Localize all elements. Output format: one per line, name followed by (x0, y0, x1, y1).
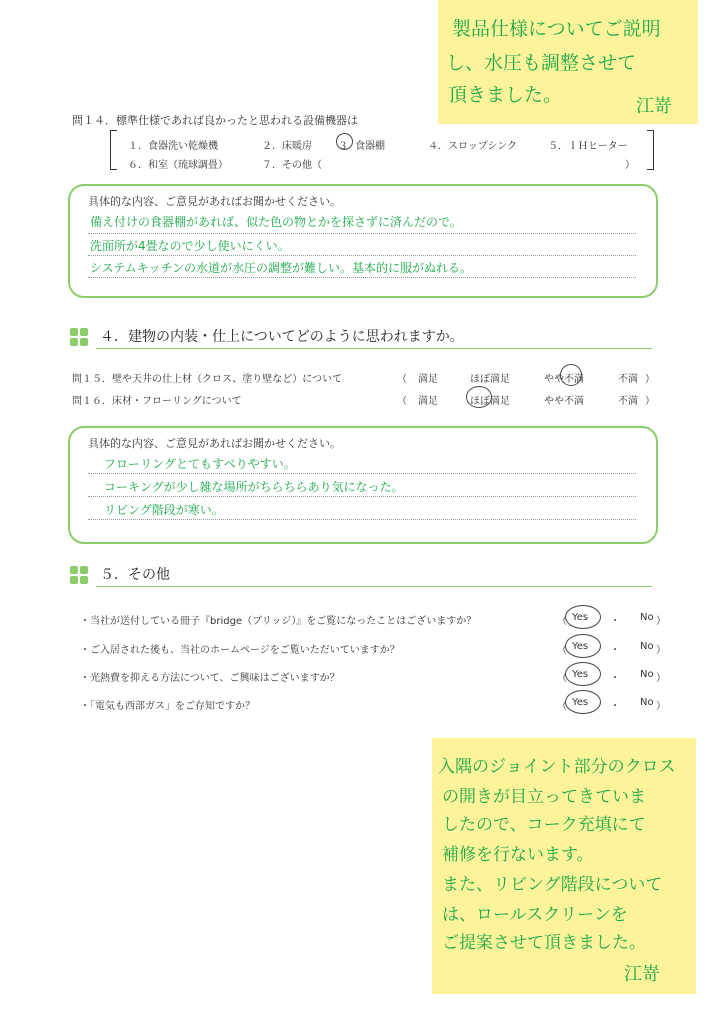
q14-option-4: ４．スロップシンク (428, 141, 517, 152)
q16-choice-3: やや不満 (544, 396, 584, 407)
yesno-open-1: （ (557, 616, 567, 627)
box2-answer-1: フローリングとてもすべりやすい。 (104, 457, 296, 471)
yesno-dot-2: ・ (610, 645, 620, 656)
sticky-note-bottom (432, 738, 696, 994)
q14-option-7-close: ） (625, 160, 635, 171)
yesno-question-1: ・当社が送付している冊子『bridge（ブリッジ）』をご覧になったことはございますか？ (80, 616, 477, 627)
note-bottom-line-6: は、ロールスクリーンを (442, 905, 628, 925)
yesno-open-3: （ (557, 673, 567, 684)
section4-divider (96, 348, 652, 349)
q15-choice-2: ほぼ満足 (470, 374, 510, 385)
sticky-note-top (438, 0, 698, 124)
no-option-4: No (640, 697, 654, 708)
q15-choice-1: 満足 (418, 374, 438, 385)
q14-option-7: ７．その他（ (262, 160, 322, 171)
no-option-1: No (640, 612, 654, 623)
q16-open: （ (397, 396, 407, 407)
q14-option-1: １．食器洗い乾燥機 (128, 141, 218, 152)
q14-bracket-right (647, 130, 654, 170)
yesno-dot-1: ・ (610, 616, 620, 627)
note-bottom-line-7: ご提案させて頂きました。 (442, 933, 646, 953)
no-option-2: No (640, 641, 654, 652)
q16-choice-1: 満足 (418, 396, 438, 407)
box1-answer-3: システムキッチンの水道が水圧の調整が難しい。基本的に服がぬれる。 (90, 261, 472, 275)
yesno-question-2: ・ご入居された後も、当社のホームページをご覧いただいていますか？ (80, 645, 400, 656)
q14-option-5: ５．ＩＨヒーター (548, 141, 628, 152)
note-top-line-2: し、水圧も調整させて (446, 52, 637, 74)
yes-option-1: Yes (572, 612, 589, 623)
yes-option-4: Yes (572, 697, 589, 708)
q16-choice-4: 不満 (618, 396, 638, 407)
box1-answer-1: 備え付けの食器棚があれば、似た色の物とかを探さずに済んだので。 (90, 215, 462, 229)
yes-option-2: Yes (572, 641, 589, 652)
section5-title: ５．その他 (100, 567, 170, 583)
note-bottom-line-1: 入隅のジョイント部分のクロス (438, 757, 676, 777)
clover-icon (70, 566, 88, 584)
clover-icon (70, 328, 88, 346)
q16-choice-2: ほぼ満足 (470, 396, 510, 407)
q14-option-6: ６．和室（琉球調畳） (128, 160, 228, 171)
section5-divider (96, 586, 652, 587)
box1-rule-2 (88, 255, 636, 256)
no-option-3: No (640, 669, 654, 680)
comment-box-1 (68, 184, 658, 298)
note-top-line-3: 頂きました。 (448, 84, 563, 106)
box2-answer-3: リビング階段が寒い。 (104, 503, 224, 517)
q16-close: ） (645, 396, 655, 407)
q14-bracket-left (110, 130, 117, 170)
box1-label: 具体的な内容、ご意見があればお聞かせください。 (88, 195, 341, 208)
yesno-close-4: ） (656, 701, 666, 712)
q15-choice-3: やや不満 (544, 374, 584, 385)
box2-rule-1 (88, 473, 636, 474)
box2-label: 具体的な内容、ご意見があればお聞かせください。 (88, 437, 341, 450)
note-bottom-line-3: したので、コーク充填にて (442, 815, 646, 835)
q15-choice-4: 不満 (618, 374, 638, 385)
comment-box-2 (68, 426, 658, 544)
box1-rule-3 (88, 277, 636, 278)
box1-answer-2: 洗面所が4畳なので少し使いにくい。 (90, 239, 290, 253)
box1-rule-1 (88, 233, 636, 234)
q15-label: 問１５．壁や天井の仕上材（クロス、塗り壁など）について (72, 374, 343, 385)
yesno-close-3: ） (656, 673, 666, 684)
q14-title: 問１４．標準仕様であれば良かったと思われる設備機器は (72, 114, 358, 127)
yesno-open-4: （ (557, 701, 567, 712)
yesno-question-4: ・「電気も西部ガス」をご存知ですか？ (80, 701, 255, 712)
q15-open: （ (397, 374, 407, 385)
section4-title: ４．建物の内装・仕上についてどのように思われますか。 (100, 329, 464, 345)
q14-option-3-number: ３ (338, 141, 348, 152)
note-bottom-signature: 江嵜 (624, 964, 660, 985)
yesno-open-2: （ (557, 645, 567, 656)
q16-label: 問１６．床材・フローリングについて (72, 396, 242, 407)
yesno-dot-4: ・ (610, 701, 620, 712)
note-bottom-line-2: の開きが目立ってきていま (442, 787, 646, 807)
box2-rule-2 (88, 496, 636, 497)
note-bottom-line-4: 補修を行ないます。 (442, 845, 594, 865)
yesno-dot-3: ・ (610, 673, 620, 684)
box2-answer-2: コーキングが少し雑な場所がちらちらあり気になった。 (104, 480, 404, 494)
yesno-close-1: ） (656, 616, 666, 627)
note-bottom-line-5: また、リビング階段について (442, 875, 663, 895)
yesno-close-2: ） (656, 645, 666, 656)
q14-option-3-label: 食器棚 (355, 141, 385, 152)
q14-option-2: ２．床暖房 (262, 141, 312, 152)
box2-rule-3 (88, 519, 636, 520)
q15-close: ） (645, 374, 655, 385)
note-top-signature: 江嵜 (636, 96, 672, 117)
yesno-question-3: ・光熱費を抑える方法について、ご興味はございますか？ (80, 673, 340, 684)
yes-option-3: Yes (572, 669, 589, 680)
note-top-line-1: 製品仕様についてご説明 (452, 18, 661, 40)
